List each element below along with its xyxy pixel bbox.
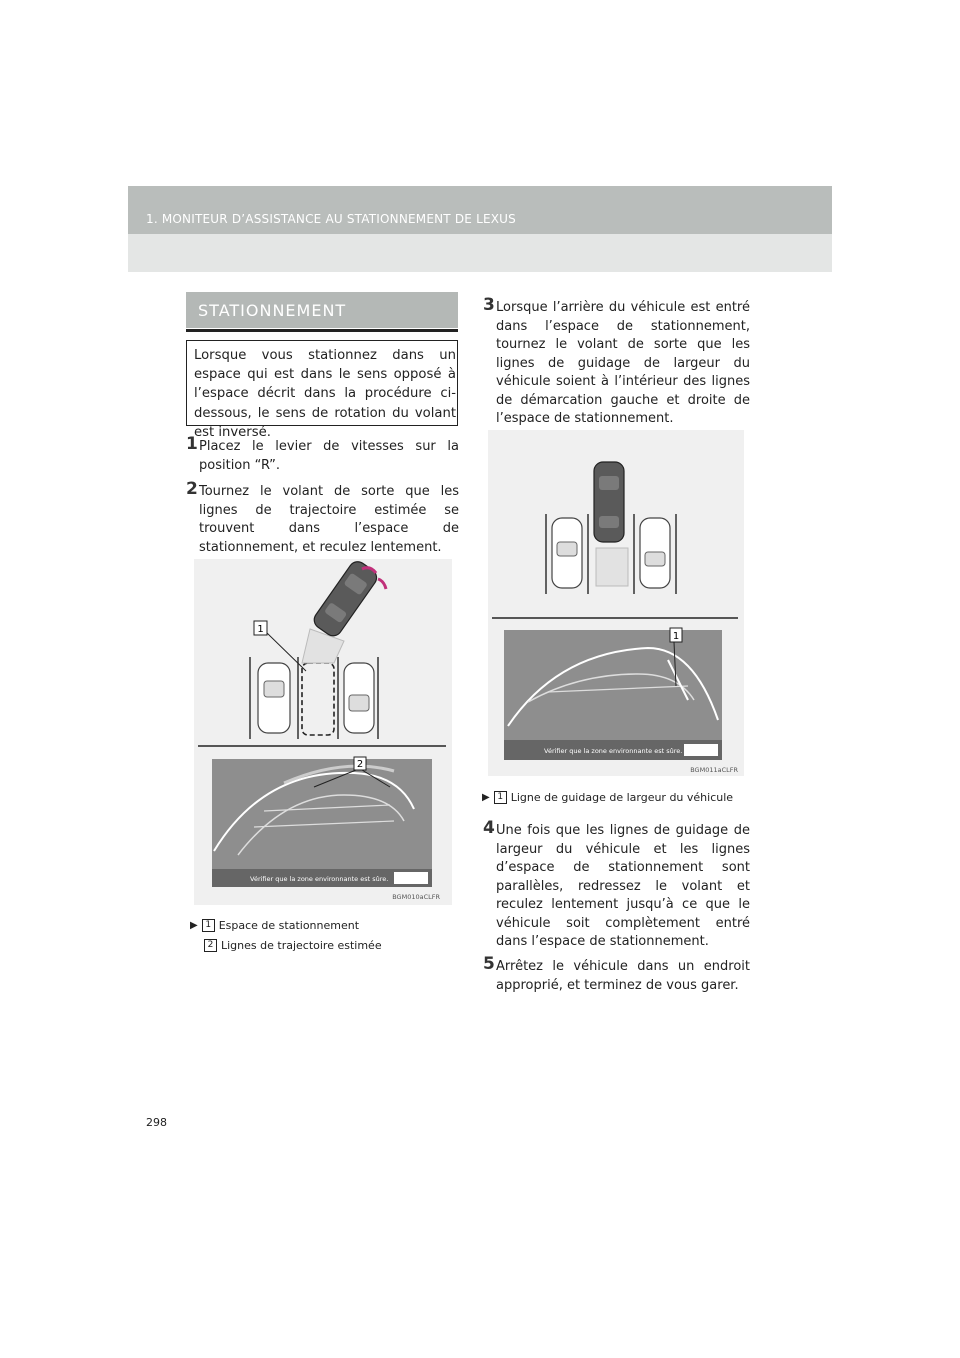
target-space <box>302 663 334 735</box>
parked-car-left <box>258 663 290 733</box>
legend-row-1 <box>190 919 359 932</box>
badge-2: 2 <box>204 939 217 952</box>
figure-parking-space <box>194 559 452 905</box>
step-text: Une fois que les lignes de guidage de largeur du véhicule et les lignes d’espace de stationnement sont parallèles, redressez le volant et reculez lentement jusqu’à ce que le véhicule soit complètement entré dans l’espace de stationnement. <box>496 823 750 949</box>
legend-text: Ligne de guidage de largeur du véhicule <box>510 791 734 804</box>
step-3 <box>483 295 750 429</box>
step-number: 5 <box>483 954 495 974</box>
triangle-bullet-icon: ▶ <box>482 792 490 803</box>
legend-row-1 <box>482 791 733 804</box>
step-2 <box>186 479 459 557</box>
step-1 <box>186 434 459 475</box>
screen-message: Vérifier que la zone environnante est sûre. <box>250 875 389 883</box>
header-subband <box>128 234 832 272</box>
step-4 <box>483 818 750 952</box>
reversing-car <box>311 559 380 639</box>
reversing-car <box>594 462 624 542</box>
parking-illustration <box>194 559 452 905</box>
legend-text: Lignes de trajectoire estimée <box>221 939 382 952</box>
step-text: Arrêtez le véhicule dans un endroit approprié, et terminez de vous garer. <box>496 959 750 993</box>
callout-2: 2 <box>356 759 364 770</box>
figure-guide-lines <box>488 430 744 776</box>
callout-1: 1 <box>672 631 680 642</box>
screen-message: Vérifier que la zone environnante est sûre. <box>544 747 683 755</box>
step-number: 1 <box>186 434 198 454</box>
callout-1: 1 <box>257 624 264 635</box>
step-number: 3 <box>483 295 495 315</box>
badge-1: 1 <box>494 791 507 804</box>
note-text: Lorsque vous stationnez dans un espace qui est dans le sens opposé à l’espace décrit dans la procédure ci-dessous, le sens de rotation du volant est inversé. <box>194 348 456 440</box>
section-rule <box>186 329 458 332</box>
figure-code: BGM011aCLFR <box>690 766 738 774</box>
header-band <box>128 186 832 234</box>
camera-screen <box>212 759 432 887</box>
legend-text: Espace de stationnement <box>218 919 360 932</box>
step-number: 4 <box>483 818 495 838</box>
step-5 <box>483 954 750 995</box>
figure-code: BGM010aCLFR <box>392 893 440 901</box>
step-text: Lorsque l’arrière du véhicule est entré dans l’espace de stationnement, tournez le volant de sorte que les lignes de guidage de largeur du véhicule soient à l’intérieur des lignes de démarcation gauche et droite de l’espace de stationnement. <box>496 300 750 426</box>
chapter-title: 1. MONITEUR D’ASSISTANCE AU STATIONNEMENT DE LEXUS <box>146 212 516 226</box>
guide-illustration <box>488 430 744 776</box>
step-number: 2 <box>186 479 198 499</box>
legend-row-2 <box>204 939 382 952</box>
badge-1: 1 <box>202 919 215 932</box>
page-number: 298 <box>146 1116 167 1129</box>
section-title: STATIONNEMENT <box>198 301 347 320</box>
step-text: Placez le levier de vitesses sur la position “R”. <box>199 439 459 473</box>
triangle-bullet-icon: ▶ <box>190 920 198 931</box>
step-text: Tournez le volant de sorte que les lignes de trajectoire estimée se trouvent dans l’espace de stationnement, et reculez lentement. <box>199 484 459 555</box>
